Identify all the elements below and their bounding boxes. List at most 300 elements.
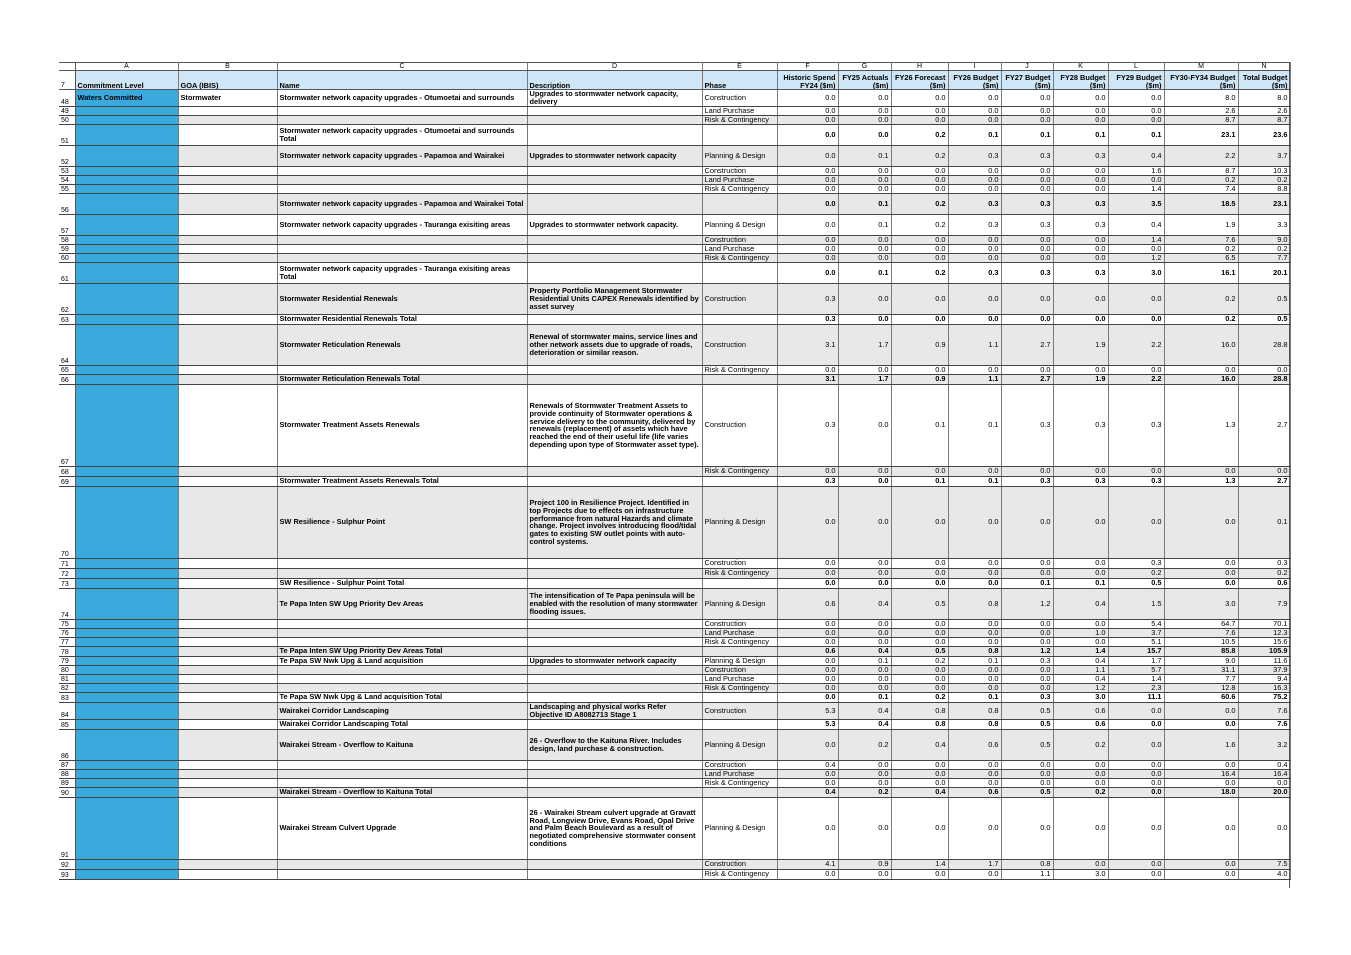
commitment-level-cell[interactable] bbox=[75, 262, 178, 283]
value-cell[interactable]: 0.0 bbox=[948, 637, 1001, 646]
value-cell[interactable]: 0.0 bbox=[777, 466, 838, 476]
column-header-d[interactable]: D bbox=[527, 63, 702, 71]
value-cell[interactable]: 0.0 bbox=[838, 235, 891, 244]
value-cell[interactable]: 0.0 bbox=[891, 628, 948, 637]
description-cell[interactable] bbox=[527, 646, 702, 656]
value-cell[interactable]: 0.2 bbox=[1053, 787, 1108, 797]
value-cell[interactable]: 7.6 bbox=[1238, 719, 1290, 729]
goa-cell[interactable] bbox=[178, 314, 277, 324]
row-number[interactable]: 70 bbox=[59, 486, 75, 558]
value-cell[interactable]: 0.0 bbox=[838, 674, 891, 683]
value-cell[interactable]: 0.0 bbox=[1164, 797, 1238, 859]
value-cell[interactable]: 0.0 bbox=[1053, 90, 1108, 107]
value-cell[interactable]: 0.4 bbox=[891, 729, 948, 760]
commitment-level-cell[interactable] bbox=[75, 588, 178, 619]
value-cell[interactable]: 0.0 bbox=[838, 628, 891, 637]
value-cell[interactable]: 0.0 bbox=[838, 683, 891, 692]
phase-cell[interactable] bbox=[702, 124, 777, 145]
goa-cell[interactable] bbox=[178, 646, 277, 656]
value-cell[interactable]: 0.0 bbox=[1164, 568, 1238, 578]
value-cell[interactable]: 0.0 bbox=[948, 683, 1001, 692]
value-cell[interactable]: 0.0 bbox=[1238, 797, 1290, 859]
value-cell[interactable]: 1.7 bbox=[948, 859, 1001, 869]
value-cell[interactable]: 0.0 bbox=[777, 365, 838, 374]
commitment-level-cell[interactable] bbox=[75, 578, 178, 588]
name-cell[interactable]: SW Resilience - Sulphur Point Total bbox=[277, 578, 527, 588]
value-cell[interactable]: 0.0 bbox=[1053, 486, 1108, 558]
row-number[interactable]: 85 bbox=[59, 719, 75, 729]
commitment-level-cell[interactable] bbox=[75, 628, 178, 637]
value-cell[interactable]: 0.3 bbox=[1001, 476, 1053, 486]
name-cell[interactable] bbox=[277, 558, 527, 568]
commitment-level-cell[interactable] bbox=[75, 619, 178, 628]
goa-cell[interactable] bbox=[178, 384, 277, 466]
value-cell[interactable]: 3.7 bbox=[1108, 628, 1164, 637]
name-cell[interactable] bbox=[277, 365, 527, 374]
value-cell[interactable]: 0.0 bbox=[838, 175, 891, 184]
value-cell[interactable]: 0.3 bbox=[1053, 193, 1108, 214]
value-cell[interactable]: 0.0 bbox=[891, 365, 948, 374]
value-cell[interactable]: 28.8 bbox=[1238, 374, 1290, 384]
value-cell[interactable]: 0.9 bbox=[838, 859, 891, 869]
value-cell[interactable]: 0.0 bbox=[1053, 175, 1108, 184]
commitment-level-cell[interactable] bbox=[75, 115, 178, 124]
value-cell[interactable]: 0.0 bbox=[1053, 769, 1108, 778]
value-cell[interactable]: 5.7 bbox=[1108, 665, 1164, 674]
value-cell[interactable]: 20.1 bbox=[1238, 262, 1290, 283]
column-header-i[interactable]: I bbox=[948, 63, 1001, 71]
value-cell[interactable]: 0.0 bbox=[948, 235, 1001, 244]
description-cell[interactable] bbox=[527, 578, 702, 588]
value-cell[interactable]: 0.0 bbox=[948, 558, 1001, 568]
value-cell[interactable]: 0.0 bbox=[777, 769, 838, 778]
value-cell[interactable]: 0.5 bbox=[891, 646, 948, 656]
value-cell[interactable]: 0.0 bbox=[948, 90, 1001, 107]
value-cell[interactable]: 75.2 bbox=[1238, 692, 1290, 702]
value-cell[interactable]: 0.5 bbox=[1108, 578, 1164, 588]
value-cell[interactable]: 0.0 bbox=[948, 628, 1001, 637]
value-cell[interactable]: 0.0 bbox=[891, 166, 948, 175]
phase-cell[interactable]: Land Purchase bbox=[702, 175, 777, 184]
description-cell[interactable] bbox=[527, 374, 702, 384]
value-cell[interactable]: 0.2 bbox=[1108, 568, 1164, 578]
row-number[interactable]: 60 bbox=[59, 253, 75, 262]
value-cell[interactable]: 2.2 bbox=[1108, 374, 1164, 384]
value-cell[interactable]: 1.6 bbox=[1108, 166, 1164, 175]
value-cell[interactable]: 0.0 bbox=[1001, 244, 1053, 253]
goa-cell[interactable] bbox=[178, 656, 277, 665]
value-cell[interactable]: 0.0 bbox=[1001, 628, 1053, 637]
value-cell[interactable]: 1.4 bbox=[891, 859, 948, 869]
value-cell[interactable]: 0.0 bbox=[891, 115, 948, 124]
description-cell[interactable] bbox=[527, 115, 702, 124]
value-cell[interactable]: 0.2 bbox=[1238, 568, 1290, 578]
name-cell[interactable] bbox=[277, 253, 527, 262]
value-cell[interactable]: 8.7 bbox=[1238, 115, 1290, 124]
phase-cell[interactable]: Construction bbox=[702, 859, 777, 869]
value-cell[interactable]: 1.5 bbox=[1108, 588, 1164, 619]
row-number[interactable]: 81 bbox=[59, 674, 75, 683]
value-cell[interactable]: 0.0 bbox=[891, 106, 948, 115]
goa-cell[interactable] bbox=[178, 778, 277, 787]
value-cell[interactable]: 0.2 bbox=[891, 692, 948, 702]
value-cell[interactable]: 70.1 bbox=[1238, 619, 1290, 628]
value-cell[interactable]: 5.3 bbox=[777, 719, 838, 729]
value-cell[interactable]: 8.0 bbox=[1164, 90, 1238, 107]
phase-cell[interactable]: Risk & Contingency bbox=[702, 253, 777, 262]
value-cell[interactable]: 0.2 bbox=[891, 124, 948, 145]
value-cell[interactable]: 11.6 bbox=[1238, 656, 1290, 665]
value-cell[interactable]: 0.6 bbox=[777, 646, 838, 656]
name-cell[interactable]: Stormwater network capacity upgrades - Tauranga exisiting areas Total bbox=[277, 262, 527, 283]
value-cell[interactable]: 0.0 bbox=[1001, 619, 1053, 628]
value-cell[interactable]: 0.8 bbox=[891, 702, 948, 719]
commitment-level-cell[interactable] bbox=[75, 193, 178, 214]
column-header-m[interactable]: M bbox=[1164, 63, 1238, 71]
phase-cell[interactable]: Risk & Contingency bbox=[702, 365, 777, 374]
phase-cell[interactable]: Construction bbox=[702, 235, 777, 244]
column-header-corner[interactable] bbox=[59, 63, 75, 71]
description-cell[interactable] bbox=[527, 193, 702, 214]
value-cell[interactable]: 0.0 bbox=[1001, 568, 1053, 578]
value-cell[interactable]: 0.0 bbox=[838, 283, 891, 314]
commitment-level-cell[interactable] bbox=[75, 760, 178, 769]
value-cell[interactable]: 1.1 bbox=[948, 374, 1001, 384]
value-cell[interactable]: 0.0 bbox=[777, 244, 838, 253]
name-cell[interactable]: Wairakei Corridor Landscaping Total bbox=[277, 719, 527, 729]
description-cell[interactable]: Property Portfolio Management Stormwater Residential Units CAPEX Renewals identified by asset survey bbox=[527, 283, 702, 314]
commitment-level-cell[interactable] bbox=[75, 729, 178, 760]
row-number[interactable]: 48 bbox=[59, 90, 75, 107]
value-cell[interactable]: 0.0 bbox=[1053, 283, 1108, 314]
value-cell[interactable]: 0.0 bbox=[1001, 314, 1053, 324]
value-cell[interactable]: 105.9 bbox=[1238, 646, 1290, 656]
value-cell[interactable]: 0.0 bbox=[777, 797, 838, 859]
name-cell[interactable]: Stormwater network capacity upgrades - Otumoetai and surrounds bbox=[277, 90, 527, 107]
value-cell[interactable]: 0.0 bbox=[1238, 466, 1290, 476]
value-cell[interactable]: 0.0 bbox=[777, 729, 838, 760]
value-cell[interactable]: 0.0 bbox=[948, 578, 1001, 588]
name-cell[interactable] bbox=[277, 244, 527, 253]
phase-cell[interactable]: Construction bbox=[702, 558, 777, 568]
name-cell[interactable] bbox=[277, 760, 527, 769]
value-cell[interactable]: 0.0 bbox=[948, 760, 1001, 769]
value-cell[interactable]: 1.3 bbox=[1164, 384, 1238, 466]
value-cell[interactable]: 0.0 bbox=[948, 466, 1001, 476]
phase-cell[interactable]: Construction bbox=[702, 166, 777, 175]
value-cell[interactable]: 0.0 bbox=[777, 558, 838, 568]
value-cell[interactable]: 0.4 bbox=[1053, 588, 1108, 619]
value-cell[interactable]: 0.0 bbox=[838, 778, 891, 787]
commitment-level-cell[interactable] bbox=[75, 558, 178, 568]
value-cell[interactable]: 1.9 bbox=[1053, 374, 1108, 384]
commitment-level-cell[interactable] bbox=[75, 859, 178, 869]
row-number[interactable]: 88 bbox=[59, 769, 75, 778]
row-number[interactable]: 61 bbox=[59, 262, 75, 283]
goa-cell[interactable] bbox=[178, 262, 277, 283]
value-cell[interactable]: 0.2 bbox=[838, 787, 891, 797]
value-cell[interactable]: 1.9 bbox=[1053, 324, 1108, 365]
value-cell[interactable]: 0.0 bbox=[1108, 869, 1164, 879]
value-cell[interactable]: 0.0 bbox=[1001, 175, 1053, 184]
value-cell[interactable]: 0.0 bbox=[777, 656, 838, 665]
value-cell[interactable]: 0.0 bbox=[1001, 486, 1053, 558]
value-cell[interactable]: 0.0 bbox=[1108, 466, 1164, 476]
row-number[interactable]: 52 bbox=[59, 145, 75, 166]
value-cell[interactable]: 23.1 bbox=[1164, 124, 1238, 145]
goa-cell[interactable] bbox=[178, 106, 277, 115]
goa-cell[interactable] bbox=[178, 466, 277, 476]
column-header-j[interactable]: J bbox=[1001, 63, 1053, 71]
commitment-level-cell[interactable] bbox=[75, 365, 178, 374]
description-cell[interactable] bbox=[527, 262, 702, 283]
goa-cell[interactable] bbox=[178, 486, 277, 558]
value-cell[interactable]: 0.0 bbox=[1108, 769, 1164, 778]
value-cell[interactable]: 0.0 bbox=[838, 869, 891, 879]
value-cell[interactable]: 0.5 bbox=[1238, 283, 1290, 314]
name-cell[interactable]: Stormwater Residential Renewals Total bbox=[277, 314, 527, 324]
value-cell[interactable]: 0.0 bbox=[948, 184, 1001, 193]
value-cell[interactable]: 9.0 bbox=[1238, 235, 1290, 244]
value-cell[interactable]: 0.0 bbox=[891, 486, 948, 558]
value-cell[interactable]: 5.3 bbox=[777, 702, 838, 719]
value-cell[interactable]: 0.4 bbox=[838, 702, 891, 719]
value-cell[interactable]: 0.0 bbox=[1001, 760, 1053, 769]
description-cell[interactable]: Upgrades to stormwater network capacity. bbox=[527, 214, 702, 235]
value-cell[interactable]: 0.1 bbox=[838, 262, 891, 283]
value-cell[interactable]: 0.0 bbox=[1001, 466, 1053, 476]
value-cell[interactable]: 0.0 bbox=[1053, 637, 1108, 646]
value-cell[interactable]: 0.0 bbox=[1001, 90, 1053, 107]
name-cell[interactable] bbox=[277, 106, 527, 115]
name-cell[interactable]: Stormwater Treatment Assets Renewals Total bbox=[277, 476, 527, 486]
phase-cell[interactable]: Land Purchase bbox=[702, 244, 777, 253]
value-cell[interactable]: 0.4 bbox=[891, 787, 948, 797]
value-cell[interactable]: 0.5 bbox=[891, 588, 948, 619]
column-header-f[interactable]: F bbox=[777, 63, 838, 71]
goa-cell[interactable] bbox=[178, 683, 277, 692]
phase-cell[interactable]: Risk & Contingency bbox=[702, 869, 777, 879]
description-cell[interactable] bbox=[527, 719, 702, 729]
phase-cell[interactable] bbox=[702, 692, 777, 702]
value-cell[interactable]: 0.0 bbox=[1164, 466, 1238, 476]
name-cell[interactable]: Stormwater Reticulation Renewals bbox=[277, 324, 527, 365]
value-cell[interactable]: 0.1 bbox=[838, 214, 891, 235]
value-cell[interactable]: 0.0 bbox=[891, 184, 948, 193]
value-cell[interactable]: 7.7 bbox=[1164, 674, 1238, 683]
value-cell[interactable]: 1.9 bbox=[1164, 214, 1238, 235]
value-cell[interactable]: 0.0 bbox=[891, 869, 948, 879]
commitment-level-cell[interactable] bbox=[75, 637, 178, 646]
value-cell[interactable]: 0.1 bbox=[1001, 124, 1053, 145]
value-cell[interactable]: 1.1 bbox=[948, 324, 1001, 365]
name-cell[interactable]: Stormwater Residential Renewals bbox=[277, 283, 527, 314]
value-cell[interactable]: 18.0 bbox=[1164, 787, 1238, 797]
name-cell[interactable] bbox=[277, 637, 527, 646]
value-cell[interactable]: 0.0 bbox=[948, 365, 1001, 374]
name-cell[interactable]: Wairakei Stream Culvert Upgrade bbox=[277, 797, 527, 859]
value-cell[interactable]: 0.0 bbox=[1001, 683, 1053, 692]
value-cell[interactable]: 5.1 bbox=[1108, 637, 1164, 646]
name-cell[interactable]: Wairakei Stream - Overflow to Kaituna bbox=[277, 729, 527, 760]
goa-cell[interactable] bbox=[178, 166, 277, 175]
value-cell[interactable]: 1.0 bbox=[1053, 628, 1108, 637]
commitment-level-cell[interactable] bbox=[75, 374, 178, 384]
value-cell[interactable]: 1.2 bbox=[1001, 646, 1053, 656]
commitment-level-cell[interactable] bbox=[75, 214, 178, 235]
value-cell[interactable]: 0.0 bbox=[1053, 797, 1108, 859]
row-number[interactable]: 64 bbox=[59, 324, 75, 365]
value-cell[interactable]: 0.8 bbox=[948, 719, 1001, 729]
value-cell[interactable]: 0.0 bbox=[838, 760, 891, 769]
name-cell[interactable] bbox=[277, 568, 527, 578]
value-cell[interactable]: 0.0 bbox=[838, 558, 891, 568]
value-cell[interactable]: 0.0 bbox=[838, 619, 891, 628]
value-cell[interactable]: 0.2 bbox=[838, 729, 891, 760]
value-cell[interactable]: 2.2 bbox=[1108, 324, 1164, 365]
value-cell[interactable]: 8.7 bbox=[1164, 166, 1238, 175]
value-cell[interactable]: 0.0 bbox=[838, 184, 891, 193]
goa-cell[interactable] bbox=[178, 476, 277, 486]
value-cell[interactable]: 0.6 bbox=[1053, 719, 1108, 729]
value-cell[interactable]: 0.0 bbox=[777, 214, 838, 235]
column-header-g[interactable]: G bbox=[838, 63, 891, 71]
goa-cell[interactable] bbox=[178, 115, 277, 124]
column-header-c[interactable]: C bbox=[277, 63, 527, 71]
description-cell[interactable] bbox=[527, 476, 702, 486]
phase-cell[interactable]: Construction bbox=[702, 90, 777, 107]
value-cell[interactable]: 0.0 bbox=[838, 106, 891, 115]
value-cell[interactable]: 0.0 bbox=[777, 628, 838, 637]
phase-cell[interactable]: Construction bbox=[702, 702, 777, 719]
value-cell[interactable]: 0.3 bbox=[948, 145, 1001, 166]
value-cell[interactable]: 0.0 bbox=[1108, 797, 1164, 859]
value-cell[interactable]: 0.3 bbox=[777, 476, 838, 486]
value-cell[interactable]: 0.0 bbox=[838, 115, 891, 124]
phase-cell[interactable]: Planning & Design bbox=[702, 588, 777, 619]
value-cell[interactable]: 0.0 bbox=[1053, 778, 1108, 787]
description-cell[interactable] bbox=[527, 124, 702, 145]
value-cell[interactable]: 3.7 bbox=[1238, 145, 1290, 166]
commitment-level-cell[interactable] bbox=[75, 719, 178, 729]
value-cell[interactable]: 0.3 bbox=[777, 384, 838, 466]
description-cell[interactable] bbox=[527, 175, 702, 184]
value-cell[interactable]: 0.1 bbox=[1001, 578, 1053, 588]
value-cell[interactable]: 0.0 bbox=[891, 283, 948, 314]
value-cell[interactable]: 1.4 bbox=[1108, 184, 1164, 193]
value-cell[interactable]: 0.3 bbox=[777, 283, 838, 314]
value-cell[interactable]: 3.0 bbox=[1164, 588, 1238, 619]
value-cell[interactable]: 1.2 bbox=[1108, 253, 1164, 262]
description-cell[interactable] bbox=[527, 568, 702, 578]
commitment-level-cell[interactable] bbox=[75, 324, 178, 365]
value-cell[interactable]: 0.0 bbox=[891, 90, 948, 107]
description-cell[interactable]: Landscaping and physical works Refer Objective ID A8082713 Stage 1 bbox=[527, 702, 702, 719]
goa-cell[interactable] bbox=[178, 283, 277, 314]
value-cell[interactable]: 0.0 bbox=[1053, 235, 1108, 244]
row-number[interactable]: 69 bbox=[59, 476, 75, 486]
value-cell[interactable]: 0.0 bbox=[1108, 702, 1164, 719]
value-cell[interactable]: 15.7 bbox=[1108, 646, 1164, 656]
goa-cell[interactable] bbox=[178, 324, 277, 365]
value-cell[interactable]: 0.0 bbox=[891, 466, 948, 476]
value-cell[interactable]: 0.2 bbox=[891, 193, 948, 214]
description-cell[interactable] bbox=[527, 859, 702, 869]
value-cell[interactable]: 0.1 bbox=[948, 476, 1001, 486]
value-cell[interactable]: 0.0 bbox=[1001, 769, 1053, 778]
row-number[interactable]: 62 bbox=[59, 283, 75, 314]
value-cell[interactable]: 0.0 bbox=[1108, 106, 1164, 115]
value-cell[interactable]: 0.5 bbox=[1001, 719, 1053, 729]
value-cell[interactable]: 12.8 bbox=[1164, 683, 1238, 692]
value-cell[interactable]: 0.0 bbox=[1001, 778, 1053, 787]
row-number[interactable]: 84 bbox=[59, 702, 75, 719]
value-cell[interactable]: 23.1 bbox=[1238, 193, 1290, 214]
value-cell[interactable]: 0.0 bbox=[777, 778, 838, 787]
value-cell[interactable]: 8.7 bbox=[1164, 115, 1238, 124]
value-cell[interactable]: 0.0 bbox=[777, 184, 838, 193]
goa-cell[interactable] bbox=[178, 558, 277, 568]
row-number[interactable]: 79 bbox=[59, 656, 75, 665]
value-cell[interactable]: 0.0 bbox=[1053, 466, 1108, 476]
value-cell[interactable]: 0.0 bbox=[838, 466, 891, 476]
goa-cell[interactable] bbox=[178, 674, 277, 683]
goa-cell[interactable] bbox=[178, 665, 277, 674]
value-cell[interactable]: 1.4 bbox=[1053, 646, 1108, 656]
value-cell[interactable]: 5.4 bbox=[1108, 619, 1164, 628]
commitment-level-cell[interactable]: Waters Committed bbox=[75, 90, 178, 107]
phase-cell[interactable]: Risk & Contingency bbox=[702, 683, 777, 692]
description-cell[interactable]: Upgrades to stormwater network capacity, delivery bbox=[527, 90, 702, 107]
value-cell[interactable]: 2.7 bbox=[1238, 476, 1290, 486]
value-cell[interactable]: 0.3 bbox=[777, 314, 838, 324]
value-cell[interactable]: 0.1 bbox=[838, 656, 891, 665]
name-cell[interactable]: Stormwater network capacity upgrades - Papamoa and Wairakei bbox=[277, 145, 527, 166]
commitment-level-cell[interactable] bbox=[75, 869, 178, 879]
value-cell[interactable]: 3.0 bbox=[1053, 869, 1108, 879]
value-cell[interactable]: 0.0 bbox=[777, 665, 838, 674]
value-cell[interactable]: 0.0 bbox=[948, 244, 1001, 253]
row-number[interactable]: 55 bbox=[59, 184, 75, 193]
description-cell[interactable] bbox=[527, 558, 702, 568]
value-cell[interactable]: 0.6 bbox=[1053, 702, 1108, 719]
name-cell[interactable] bbox=[277, 769, 527, 778]
name-cell[interactable]: Te Papa Inten SW Upg Priority Dev Areas Total bbox=[277, 646, 527, 656]
value-cell[interactable]: 0.3 bbox=[1053, 214, 1108, 235]
value-cell[interactable]: 0.0 bbox=[777, 124, 838, 145]
value-cell[interactable]: 1.4 bbox=[1108, 674, 1164, 683]
value-cell[interactable]: 0.0 bbox=[948, 769, 1001, 778]
phase-cell[interactable] bbox=[702, 262, 777, 283]
value-cell[interactable]: 0.0 bbox=[891, 683, 948, 692]
phase-cell[interactable]: Risk & Contingency bbox=[702, 466, 777, 476]
name-cell[interactable] bbox=[277, 628, 527, 637]
value-cell[interactable]: 0.3 bbox=[1053, 476, 1108, 486]
value-cell[interactable]: 0.0 bbox=[891, 578, 948, 588]
name-cell[interactable]: Wairakei Corridor Landscaping bbox=[277, 702, 527, 719]
value-cell[interactable]: 0.5 bbox=[1001, 702, 1053, 719]
phase-cell[interactable]: Land Purchase bbox=[702, 674, 777, 683]
row-number[interactable]: 77 bbox=[59, 637, 75, 646]
value-cell[interactable]: 0.0 bbox=[777, 619, 838, 628]
commitment-level-cell[interactable] bbox=[75, 665, 178, 674]
phase-cell[interactable]: Risk & Contingency bbox=[702, 637, 777, 646]
description-cell[interactable]: The intensification of Te Papa peninsula will be enabled with the resolution of many stormwater flooding issues. bbox=[527, 588, 702, 619]
value-cell[interactable]: 0.0 bbox=[777, 637, 838, 646]
value-cell[interactable]: 0.0 bbox=[948, 665, 1001, 674]
row-number[interactable]: 67 bbox=[59, 384, 75, 466]
value-cell[interactable]: 0.0 bbox=[838, 124, 891, 145]
